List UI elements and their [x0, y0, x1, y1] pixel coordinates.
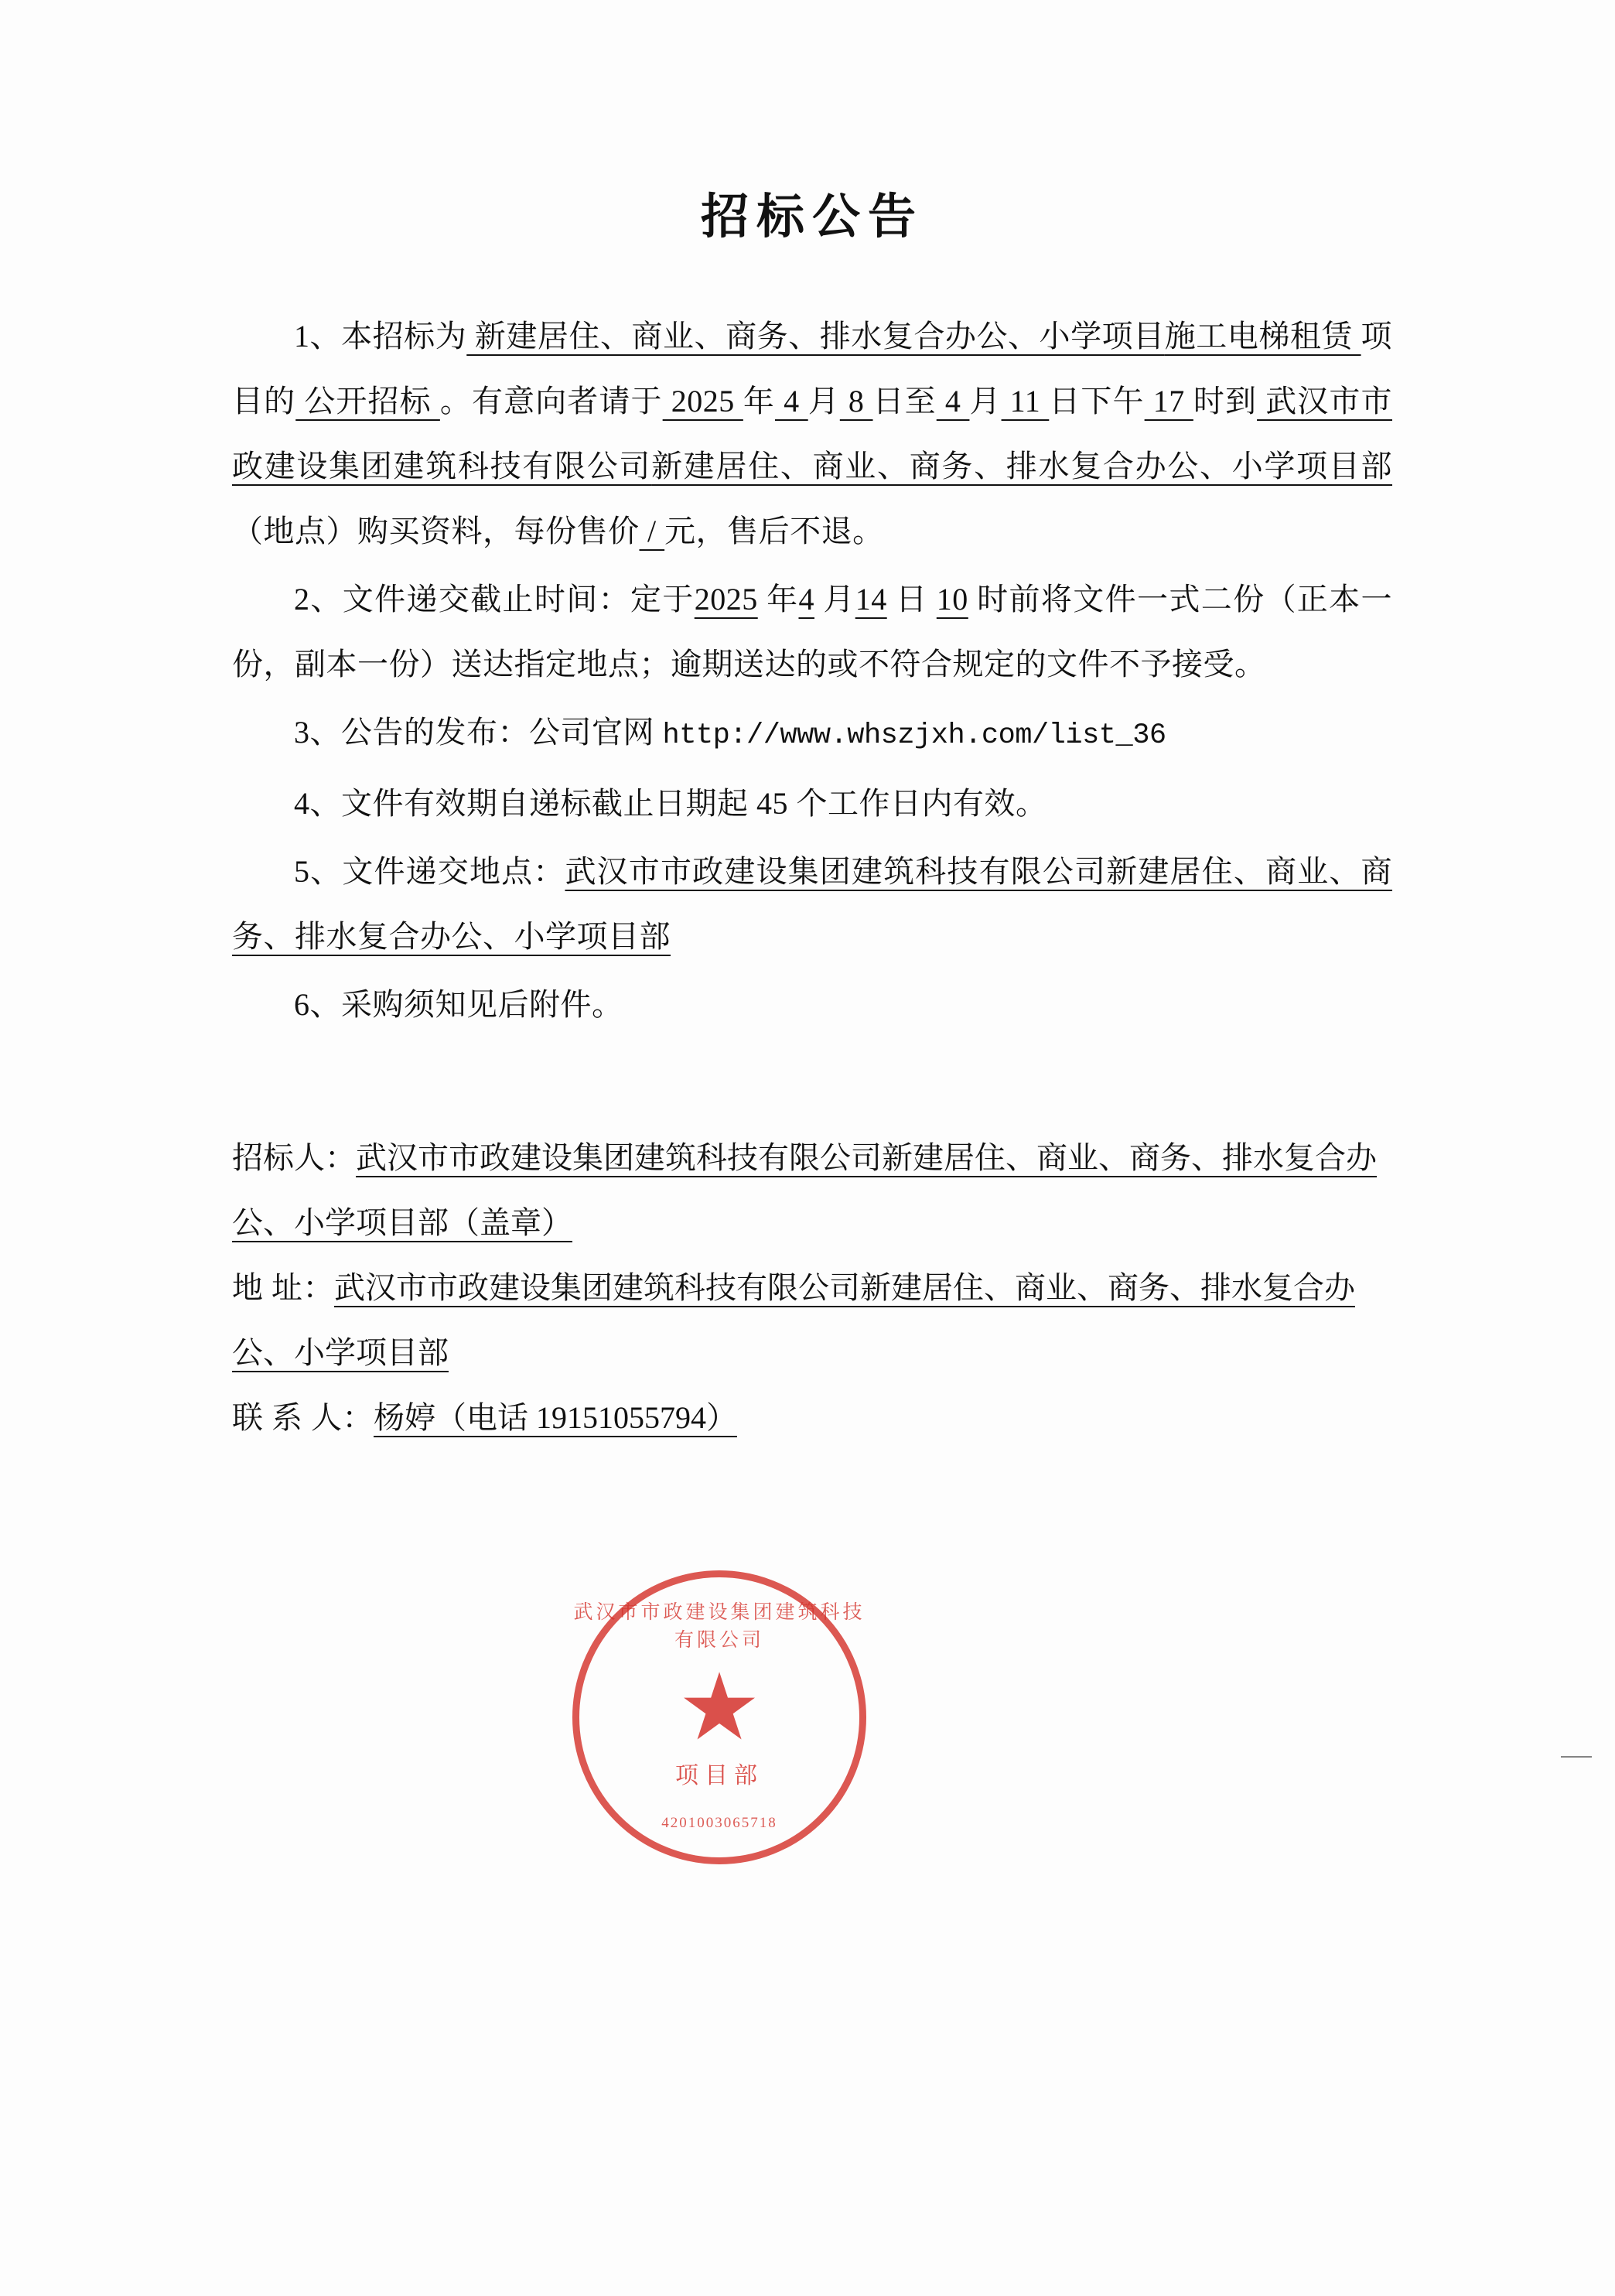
clause-4	[232, 771, 1392, 836]
clause-1-text-a: 。有意向者请于	[439, 384, 663, 419]
clause-1-department: 新建居住、商业、商务、排水复合办公、小学项目部	[651, 449, 1393, 483]
clause-3-url[interactable]: http://www.whszjxh.com/list_36	[662, 719, 1166, 752]
contact-line	[232, 1385, 1392, 1450]
clause-1-price-tail: 元，售后不退。	[664, 514, 884, 548]
star-icon: ★	[678, 1656, 761, 1759]
clause-1-afternoon: 日下午	[1049, 384, 1145, 419]
clause-1-price-label: 资料，每份售价	[420, 514, 640, 548]
contact-value: 杨婷（电话 19151055794）	[374, 1400, 737, 1435]
address-label: 地 址：	[232, 1270, 334, 1305]
clause-1-number: 1、	[294, 319, 342, 354]
page-edge-mark	[1561, 1756, 1592, 1758]
clause-1-end-day: 11	[1001, 384, 1050, 419]
clause-1-month-unit: 月	[808, 384, 840, 419]
clause-4-text: 文件有效期自递标截止日期起 45 个工作日内有效。	[341, 786, 1047, 821]
clause-5-text: 文件递交地点：	[342, 854, 565, 889]
clause-2-text: 文件递交截止时间：定于	[342, 582, 695, 617]
clause-4-number: 4、	[294, 786, 341, 821]
clause-2-year: 2025	[694, 582, 758, 617]
clause-1-project-name: 新建居住、商业、商务、排水复合办公、小学项目	[466, 319, 1165, 354]
seal-ring	[572, 1570, 866, 1864]
tenderer-label: 招标人：	[232, 1140, 356, 1175]
clause-2-tail: 时前将文件一式二份（正本一份，副本一份）送达指定地点；逾期送达的或不符合规定的文件不予接受。	[232, 582, 1393, 682]
clause-1-price-value: /	[639, 514, 665, 548]
clause-1-start-day: 8	[839, 384, 873, 419]
clause-2-hour: 10	[936, 582, 968, 617]
clause-1-year-unit: 年	[743, 384, 775, 419]
clause-1-location-note: （地点）购买	[232, 514, 420, 548]
clause-3	[232, 700, 1392, 768]
clause-6	[232, 972, 1392, 1037]
clause-1-month-unit-2: 月	[969, 384, 1002, 419]
seal-top-text: 武汉市市政建设集团建筑科技有限公司	[573, 1602, 866, 1651]
clause-1-arrive: 时到	[1193, 384, 1258, 419]
clause-1-company: 武汉市市政建设集团建筑科技有限公司	[232, 384, 1392, 483]
document-body	[232, 178, 1392, 1450]
tenderer-value: 武汉市市政建设集团建筑科技有限公司新建居住、商业、商务、排水复合办公、小学项目部（盖章）	[232, 1140, 1377, 1240]
clause-3-number: 3、	[294, 715, 341, 750]
contact-label: 联 系 人：	[232, 1400, 374, 1435]
clause-1	[232, 304, 1392, 564]
clause-5	[232, 839, 1392, 969]
address-value: 武汉市市政建设集团建筑科技有限公司新建居住、商业、商务、排水复合办公、小学项目部	[232, 1270, 1355, 1370]
clause-1-start-month: 4	[774, 384, 808, 419]
clause-1-end-month: 4	[936, 384, 970, 419]
clause-1-to: 至	[904, 384, 937, 419]
tenderer-line	[232, 1126, 1392, 1256]
company-seal-stamp	[572, 1570, 866, 1864]
clause-2-number: 2、	[294, 582, 343, 617]
address-line	[232, 1256, 1392, 1385]
spacer	[232, 1040, 1392, 1126]
seal-code: 4201003065718	[661, 1815, 777, 1831]
clause-6-text: 采购须知见后附件。	[341, 987, 623, 1022]
seal-bottom-text: 项目部	[675, 1763, 763, 1789]
clause-1-day-unit: 日	[872, 384, 905, 419]
clause-2-day: 14	[855, 582, 887, 617]
clause-6-number: 6、	[294, 987, 341, 1022]
clause-1-tender-type: 公开招标	[295, 384, 440, 419]
clause-1-of: 项目的	[232, 319, 1393, 419]
page-title: 招标公告	[700, 191, 924, 244]
clause-3-text: 公告的发布：公司官网	[341, 715, 654, 750]
clause-1-start-year: 2025	[662, 384, 743, 419]
clause-2: 2、文件递交截止时间：定于2025 年4 月14 日 10 时前将文件一式二份（正本一份，副本一份）送达指定地点；逾期送达的或不符合规定的文件不予接受。	[232, 582, 1393, 682]
clause-1-end-hour: 17	[1144, 384, 1193, 419]
clause-5-number: 5、	[294, 854, 343, 889]
clause-1-prefix: 本招标为	[341, 319, 467, 354]
clause-5-value: 武汉市市政建设集团建筑科技有限公司新建居住、商业、商务、排水复合办公、小学项目部	[232, 854, 1393, 954]
clause-1-project-scope: 施工电梯租赁	[1164, 319, 1361, 354]
clause-2-month: 4	[798, 582, 814, 617]
